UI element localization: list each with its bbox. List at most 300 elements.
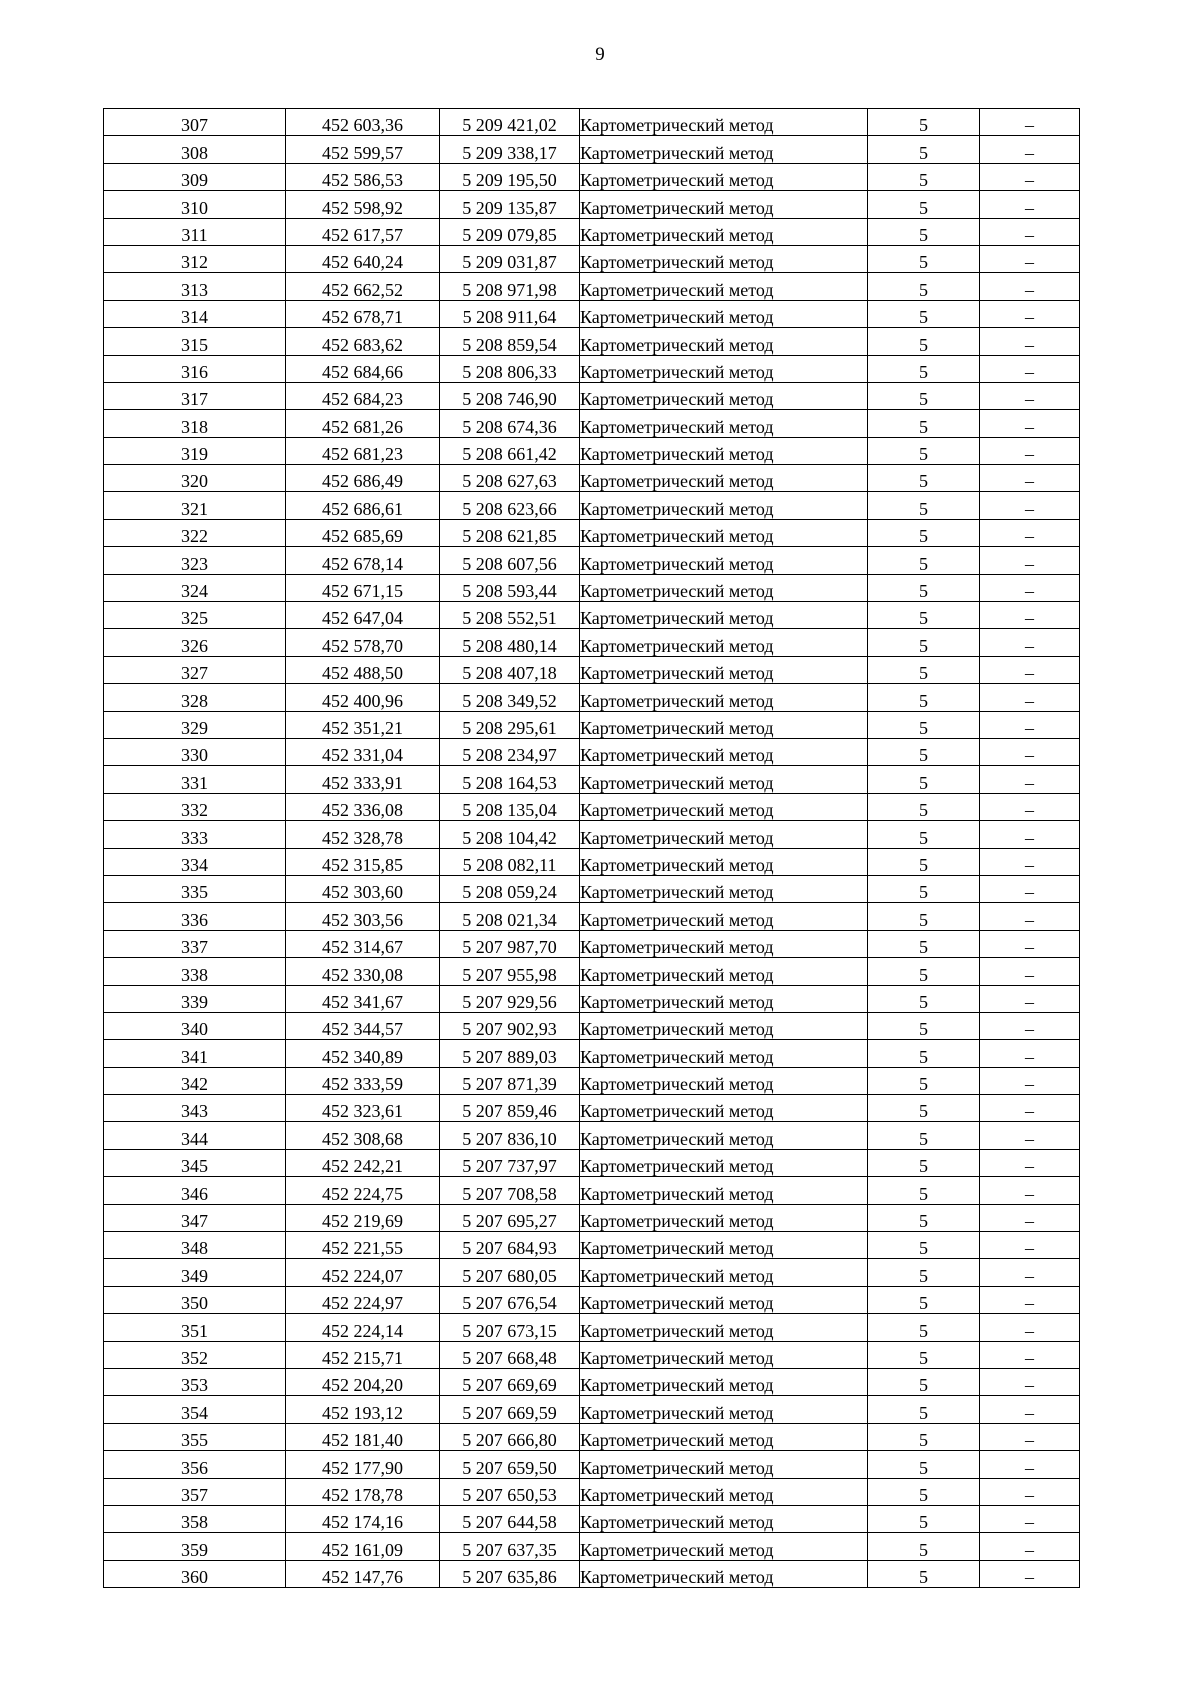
method-cell: Картометрический метод <box>580 519 868 546</box>
table-row <box>104 109 1080 136</box>
accuracy-cell: 5 <box>868 547 980 574</box>
description-cell: – <box>980 903 1080 930</box>
accuracy-cell: 5 <box>868 821 980 848</box>
point-number-cell: 356 <box>104 1451 286 1478</box>
accuracy-cell: 5 <box>868 1368 980 1395</box>
table-row <box>104 492 1080 519</box>
method-cell: Картометрический метод <box>580 985 868 1012</box>
point-number-cell: 322 <box>104 519 286 546</box>
description-cell: – <box>980 519 1080 546</box>
table-row <box>104 465 1080 492</box>
table-row <box>104 738 1080 765</box>
method-cell: Картометрический метод <box>580 1149 868 1176</box>
point-number-cell: 334 <box>104 848 286 875</box>
table-row <box>104 574 1080 601</box>
description-cell: – <box>980 191 1080 218</box>
point-number-cell: 343 <box>104 1095 286 1122</box>
y-coordinate-cell: 5 208 623,66 <box>440 492 580 519</box>
y-coordinate-cell: 5 208 164,53 <box>440 766 580 793</box>
point-number-cell: 319 <box>104 437 286 464</box>
accuracy-cell: 5 <box>868 1095 980 1122</box>
description-cell: – <box>980 1341 1080 1368</box>
method-cell: Картометрический метод <box>580 1505 868 1532</box>
accuracy-cell: 5 <box>868 273 980 300</box>
point-number-cell: 351 <box>104 1314 286 1341</box>
x-coordinate-cell: 452 685,69 <box>286 519 440 546</box>
table-row <box>104 848 1080 875</box>
table-row <box>104 1560 1080 1587</box>
point-number-cell: 323 <box>104 547 286 574</box>
accuracy-cell: 5 <box>868 245 980 272</box>
point-number-cell: 350 <box>104 1286 286 1313</box>
accuracy-cell: 5 <box>868 492 980 519</box>
y-coordinate-cell: 5 207 987,70 <box>440 930 580 957</box>
table-row <box>104 711 1080 738</box>
table-row <box>104 1177 1080 1204</box>
point-number-cell: 324 <box>104 574 286 601</box>
accuracy-cell: 5 <box>868 328 980 355</box>
table-row <box>104 1232 1080 1259</box>
y-coordinate-cell: 5 207 659,50 <box>440 1451 580 1478</box>
x-coordinate-cell: 452 314,67 <box>286 930 440 957</box>
description-cell: – <box>980 985 1080 1012</box>
point-number-cell: 342 <box>104 1067 286 1094</box>
x-coordinate-cell: 452 242,21 <box>286 1149 440 1176</box>
accuracy-cell: 5 <box>868 355 980 382</box>
method-cell: Картометрический метод <box>580 684 868 711</box>
table-row <box>104 1341 1080 1368</box>
x-coordinate-cell: 452 662,52 <box>286 273 440 300</box>
x-coordinate-cell: 452 681,23 <box>286 437 440 464</box>
method-cell: Картометрический метод <box>580 465 868 492</box>
description-cell: – <box>980 1067 1080 1094</box>
x-coordinate-cell: 452 315,85 <box>286 848 440 875</box>
method-cell: Картометрический метод <box>580 875 868 902</box>
table-row <box>104 958 1080 985</box>
method-cell: Картометрический метод <box>580 1533 868 1560</box>
point-number-cell: 320 <box>104 465 286 492</box>
point-number-cell: 352 <box>104 1341 286 1368</box>
point-number-cell: 314 <box>104 300 286 327</box>
point-number-cell: 357 <box>104 1478 286 1505</box>
point-number-cell: 326 <box>104 629 286 656</box>
method-cell: Картометрический метод <box>580 1259 868 1286</box>
y-coordinate-cell: 5 209 135,87 <box>440 191 580 218</box>
y-coordinate-cell: 5 208 349,52 <box>440 684 580 711</box>
accuracy-cell: 5 <box>868 218 980 245</box>
method-cell: Картометрический метод <box>580 1396 868 1423</box>
x-coordinate-cell: 452 336,08 <box>286 793 440 820</box>
description-cell: – <box>980 1122 1080 1149</box>
x-coordinate-cell: 452 603,36 <box>286 109 440 136</box>
y-coordinate-cell: 5 207 635,86 <box>440 1560 580 1587</box>
y-coordinate-cell: 5 208 135,04 <box>440 793 580 820</box>
accuracy-cell: 5 <box>868 574 980 601</box>
y-coordinate-cell: 5 207 669,69 <box>440 1368 580 1395</box>
description-cell: – <box>980 1040 1080 1067</box>
accuracy-cell: 5 <box>868 300 980 327</box>
method-cell: Картометрический метод <box>580 602 868 629</box>
point-number-cell: 331 <box>104 766 286 793</box>
x-coordinate-cell: 452 351,21 <box>286 711 440 738</box>
method-cell: Картометрический метод <box>580 821 868 848</box>
table-row <box>104 1067 1080 1094</box>
y-coordinate-cell: 5 209 031,87 <box>440 245 580 272</box>
method-cell: Картометрический метод <box>580 273 868 300</box>
point-number-cell: 329 <box>104 711 286 738</box>
description-cell: – <box>980 738 1080 765</box>
x-coordinate-cell: 452 221,55 <box>286 1232 440 1259</box>
method-cell: Картометрический метод <box>580 930 868 957</box>
description-cell: – <box>980 629 1080 656</box>
accuracy-cell: 5 <box>868 1259 980 1286</box>
description-cell: – <box>980 218 1080 245</box>
description-cell: – <box>980 109 1080 136</box>
accuracy-cell: 5 <box>868 629 980 656</box>
accuracy-cell: 5 <box>868 1505 980 1532</box>
point-number-cell: 338 <box>104 958 286 985</box>
description-cell: – <box>980 1451 1080 1478</box>
accuracy-cell: 5 <box>868 410 980 437</box>
table-row <box>104 1396 1080 1423</box>
description-cell: – <box>980 163 1080 190</box>
table-row <box>104 1286 1080 1313</box>
point-number-cell: 349 <box>104 1259 286 1286</box>
table-row <box>104 875 1080 902</box>
point-number-cell: 348 <box>104 1232 286 1259</box>
point-number-cell: 360 <box>104 1560 286 1587</box>
table-row <box>104 1040 1080 1067</box>
accuracy-cell: 5 <box>868 1040 980 1067</box>
description-cell: – <box>980 1149 1080 1176</box>
table-row <box>104 684 1080 711</box>
accuracy-cell: 5 <box>868 109 980 136</box>
x-coordinate-cell: 452 193,12 <box>286 1396 440 1423</box>
accuracy-cell: 5 <box>868 1560 980 1587</box>
accuracy-cell: 5 <box>868 1122 980 1149</box>
table-row <box>104 437 1080 464</box>
description-cell: – <box>980 574 1080 601</box>
y-coordinate-cell: 5 207 644,58 <box>440 1505 580 1532</box>
method-cell: Картометрический метод <box>580 109 868 136</box>
description-cell: – <box>980 875 1080 902</box>
description-cell: – <box>980 958 1080 985</box>
table-row <box>104 1505 1080 1532</box>
x-coordinate-cell: 452 599,57 <box>286 136 440 163</box>
method-cell: Картометрический метод <box>580 437 868 464</box>
table-row <box>104 163 1080 190</box>
x-coordinate-cell: 452 219,69 <box>286 1204 440 1231</box>
accuracy-cell: 5 <box>868 903 980 930</box>
method-cell: Картометрический метод <box>580 793 868 820</box>
accuracy-cell: 5 <box>868 191 980 218</box>
point-number-cell: 339 <box>104 985 286 1012</box>
x-coordinate-cell: 452 174,16 <box>286 1505 440 1532</box>
x-coordinate-cell: 452 224,07 <box>286 1259 440 1286</box>
method-cell: Картометрический метод <box>580 848 868 875</box>
x-coordinate-cell: 452 224,14 <box>286 1314 440 1341</box>
accuracy-cell: 5 <box>868 382 980 409</box>
table-row <box>104 191 1080 218</box>
x-coordinate-cell: 452 341,67 <box>286 985 440 1012</box>
accuracy-cell: 5 <box>868 437 980 464</box>
description-cell: – <box>980 410 1080 437</box>
table-row <box>104 793 1080 820</box>
method-cell: Картометрический метод <box>580 1314 868 1341</box>
y-coordinate-cell: 5 208 082,11 <box>440 848 580 875</box>
description-cell: – <box>980 1423 1080 1450</box>
y-coordinate-cell: 5 208 021,34 <box>440 903 580 930</box>
point-number-cell: 315 <box>104 328 286 355</box>
description-cell: – <box>980 1368 1080 1395</box>
accuracy-cell: 5 <box>868 930 980 957</box>
x-coordinate-cell: 452 678,14 <box>286 547 440 574</box>
x-coordinate-cell: 452 647,04 <box>286 602 440 629</box>
x-coordinate-cell: 452 683,62 <box>286 328 440 355</box>
y-coordinate-cell: 5 207 666,80 <box>440 1423 580 1450</box>
table-row <box>104 656 1080 683</box>
x-coordinate-cell: 452 328,78 <box>286 821 440 848</box>
accuracy-cell: 5 <box>868 465 980 492</box>
table-row <box>104 602 1080 629</box>
accuracy-cell: 5 <box>868 656 980 683</box>
point-number-cell: 332 <box>104 793 286 820</box>
x-coordinate-cell: 452 681,26 <box>286 410 440 437</box>
method-cell: Картометрический метод <box>580 382 868 409</box>
y-coordinate-cell: 5 208 059,24 <box>440 875 580 902</box>
coordinates-table <box>103 108 1080 1588</box>
description-cell: – <box>980 1177 1080 1204</box>
method-cell: Картометрический метод <box>580 711 868 738</box>
method-cell: Картометрический метод <box>580 1560 868 1587</box>
table-row <box>104 273 1080 300</box>
table-row <box>104 985 1080 1012</box>
accuracy-cell: 5 <box>868 1396 980 1423</box>
point-number-cell: 325 <box>104 602 286 629</box>
y-coordinate-cell: 5 208 552,51 <box>440 602 580 629</box>
x-coordinate-cell: 452 684,66 <box>286 355 440 382</box>
y-coordinate-cell: 5 208 911,64 <box>440 300 580 327</box>
y-coordinate-cell: 5 209 195,50 <box>440 163 580 190</box>
description-cell: – <box>980 766 1080 793</box>
description-cell: – <box>980 1533 1080 1560</box>
x-coordinate-cell: 452 333,91 <box>286 766 440 793</box>
description-cell: – <box>980 1505 1080 1532</box>
y-coordinate-cell: 5 208 661,42 <box>440 437 580 464</box>
description-cell: – <box>980 1012 1080 1039</box>
y-coordinate-cell: 5 207 859,46 <box>440 1095 580 1122</box>
x-coordinate-cell: 452 578,70 <box>286 629 440 656</box>
table-row <box>104 1259 1080 1286</box>
x-coordinate-cell: 452 303,60 <box>286 875 440 902</box>
x-coordinate-cell: 452 181,40 <box>286 1423 440 1450</box>
table-row <box>104 1095 1080 1122</box>
accuracy-cell: 5 <box>868 1149 980 1176</box>
description-cell: – <box>980 1232 1080 1259</box>
x-coordinate-cell: 452 671,15 <box>286 574 440 601</box>
method-cell: Картометрический метод <box>580 355 868 382</box>
x-coordinate-cell: 452 333,59 <box>286 1067 440 1094</box>
y-coordinate-cell: 5 209 421,02 <box>440 109 580 136</box>
x-coordinate-cell: 452 678,71 <box>286 300 440 327</box>
y-coordinate-cell: 5 207 871,39 <box>440 1067 580 1094</box>
table-row <box>104 766 1080 793</box>
method-cell: Картометрический метод <box>580 629 868 656</box>
description-cell: – <box>980 437 1080 464</box>
x-coordinate-cell: 452 400,96 <box>286 684 440 711</box>
point-number-cell: 333 <box>104 821 286 848</box>
y-coordinate-cell: 5 208 234,97 <box>440 738 580 765</box>
method-cell: Картометрический метод <box>580 738 868 765</box>
table-row <box>104 1478 1080 1505</box>
x-coordinate-cell: 452 204,20 <box>286 1368 440 1395</box>
accuracy-cell: 5 <box>868 875 980 902</box>
description-cell: – <box>980 656 1080 683</box>
description-cell: – <box>980 1286 1080 1313</box>
x-coordinate-cell: 452 684,23 <box>286 382 440 409</box>
description-cell: – <box>980 602 1080 629</box>
x-coordinate-cell: 452 177,90 <box>286 1451 440 1478</box>
method-cell: Картометрический метод <box>580 1177 868 1204</box>
method-cell: Картометрический метод <box>580 766 868 793</box>
y-coordinate-cell: 5 208 104,42 <box>440 821 580 848</box>
accuracy-cell: 5 <box>868 1314 980 1341</box>
point-number-cell: 307 <box>104 109 286 136</box>
description-cell: – <box>980 1478 1080 1505</box>
table-row <box>104 547 1080 574</box>
accuracy-cell: 5 <box>868 602 980 629</box>
accuracy-cell: 5 <box>868 1012 980 1039</box>
method-cell: Картометрический метод <box>580 1286 868 1313</box>
method-cell: Картометрический метод <box>580 1451 868 1478</box>
method-cell: Картометрический метод <box>580 1204 868 1231</box>
method-cell: Картометрический метод <box>580 547 868 574</box>
method-cell: Картометрический метод <box>580 1232 868 1259</box>
accuracy-cell: 5 <box>868 1451 980 1478</box>
point-number-cell: 309 <box>104 163 286 190</box>
point-number-cell: 328 <box>104 684 286 711</box>
point-number-cell: 321 <box>104 492 286 519</box>
accuracy-cell: 5 <box>868 1067 980 1094</box>
method-cell: Картометрический метод <box>580 136 868 163</box>
y-coordinate-cell: 5 207 669,59 <box>440 1396 580 1423</box>
y-coordinate-cell: 5 207 676,54 <box>440 1286 580 1313</box>
table-row <box>104 1122 1080 1149</box>
table-row <box>104 382 1080 409</box>
x-coordinate-cell: 452 331,04 <box>286 738 440 765</box>
description-cell: – <box>980 793 1080 820</box>
y-coordinate-cell: 5 208 859,54 <box>440 328 580 355</box>
method-cell: Картометрический метод <box>580 903 868 930</box>
description-cell: – <box>980 930 1080 957</box>
x-coordinate-cell: 452 303,56 <box>286 903 440 930</box>
accuracy-cell: 5 <box>868 738 980 765</box>
x-coordinate-cell: 452 686,49 <box>286 465 440 492</box>
point-number-cell: 336 <box>104 903 286 930</box>
x-coordinate-cell: 452 215,71 <box>286 1341 440 1368</box>
description-cell: – <box>980 848 1080 875</box>
description-cell: – <box>980 1314 1080 1341</box>
accuracy-cell: 5 <box>868 1533 980 1560</box>
table-row <box>104 300 1080 327</box>
point-number-cell: 341 <box>104 1040 286 1067</box>
table-row <box>104 1451 1080 1478</box>
method-cell: Картометрический метод <box>580 1341 868 1368</box>
method-cell: Картометрический метод <box>580 1040 868 1067</box>
point-number-cell: 347 <box>104 1204 286 1231</box>
accuracy-cell: 5 <box>868 684 980 711</box>
description-cell: – <box>980 382 1080 409</box>
table-row <box>104 1149 1080 1176</box>
accuracy-cell: 5 <box>868 848 980 875</box>
x-coordinate-cell: 452 224,97 <box>286 1286 440 1313</box>
accuracy-cell: 5 <box>868 1204 980 1231</box>
y-coordinate-cell: 5 208 971,98 <box>440 273 580 300</box>
point-number-cell: 353 <box>104 1368 286 1395</box>
accuracy-cell: 5 <box>868 136 980 163</box>
table-row <box>104 821 1080 848</box>
y-coordinate-cell: 5 207 668,48 <box>440 1341 580 1368</box>
method-cell: Картометрический метод <box>580 163 868 190</box>
accuracy-cell: 5 <box>868 1423 980 1450</box>
method-cell: Картометрический метод <box>580 328 868 355</box>
point-number-cell: 327 <box>104 656 286 683</box>
y-coordinate-cell: 5 209 338,17 <box>440 136 580 163</box>
table-row <box>104 355 1080 382</box>
method-cell: Картометрический метод <box>580 1095 868 1122</box>
y-coordinate-cell: 5 207 737,97 <box>440 1149 580 1176</box>
table-row <box>104 328 1080 355</box>
point-number-cell: 317 <box>104 382 286 409</box>
point-number-cell: 355 <box>104 1423 286 1450</box>
y-coordinate-cell: 5 207 673,15 <box>440 1314 580 1341</box>
table-row <box>104 1423 1080 1450</box>
description-cell: – <box>980 1560 1080 1587</box>
point-number-cell: 340 <box>104 1012 286 1039</box>
y-coordinate-cell: 5 207 955,98 <box>440 958 580 985</box>
y-coordinate-cell: 5 207 902,93 <box>440 1012 580 1039</box>
point-number-cell: 316 <box>104 355 286 382</box>
point-number-cell: 335 <box>104 875 286 902</box>
x-coordinate-cell: 452 686,61 <box>286 492 440 519</box>
table-row <box>104 410 1080 437</box>
x-coordinate-cell: 452 161,09 <box>286 1533 440 1560</box>
method-cell: Картометрический метод <box>580 574 868 601</box>
coordinates-table-body <box>104 109 1080 1588</box>
y-coordinate-cell: 5 208 295,61 <box>440 711 580 738</box>
y-coordinate-cell: 5 208 480,14 <box>440 629 580 656</box>
accuracy-cell: 5 <box>868 519 980 546</box>
y-coordinate-cell: 5 207 684,93 <box>440 1232 580 1259</box>
point-number-cell: 318 <box>104 410 286 437</box>
y-coordinate-cell: 5 208 627,63 <box>440 465 580 492</box>
x-coordinate-cell: 452 323,61 <box>286 1095 440 1122</box>
x-coordinate-cell: 452 147,76 <box>286 1560 440 1587</box>
y-coordinate-cell: 5 208 746,90 <box>440 382 580 409</box>
y-coordinate-cell: 5 207 637,35 <box>440 1533 580 1560</box>
accuracy-cell: 5 <box>868 793 980 820</box>
accuracy-cell: 5 <box>868 1478 980 1505</box>
point-number-cell: 311 <box>104 218 286 245</box>
table-row <box>104 629 1080 656</box>
y-coordinate-cell: 5 207 708,58 <box>440 1177 580 1204</box>
method-cell: Картометрический метод <box>580 1423 868 1450</box>
y-coordinate-cell: 5 208 593,44 <box>440 574 580 601</box>
y-coordinate-cell: 5 207 889,03 <box>440 1040 580 1067</box>
x-coordinate-cell: 452 178,78 <box>286 1478 440 1505</box>
description-cell: – <box>980 1095 1080 1122</box>
table-row <box>104 245 1080 272</box>
